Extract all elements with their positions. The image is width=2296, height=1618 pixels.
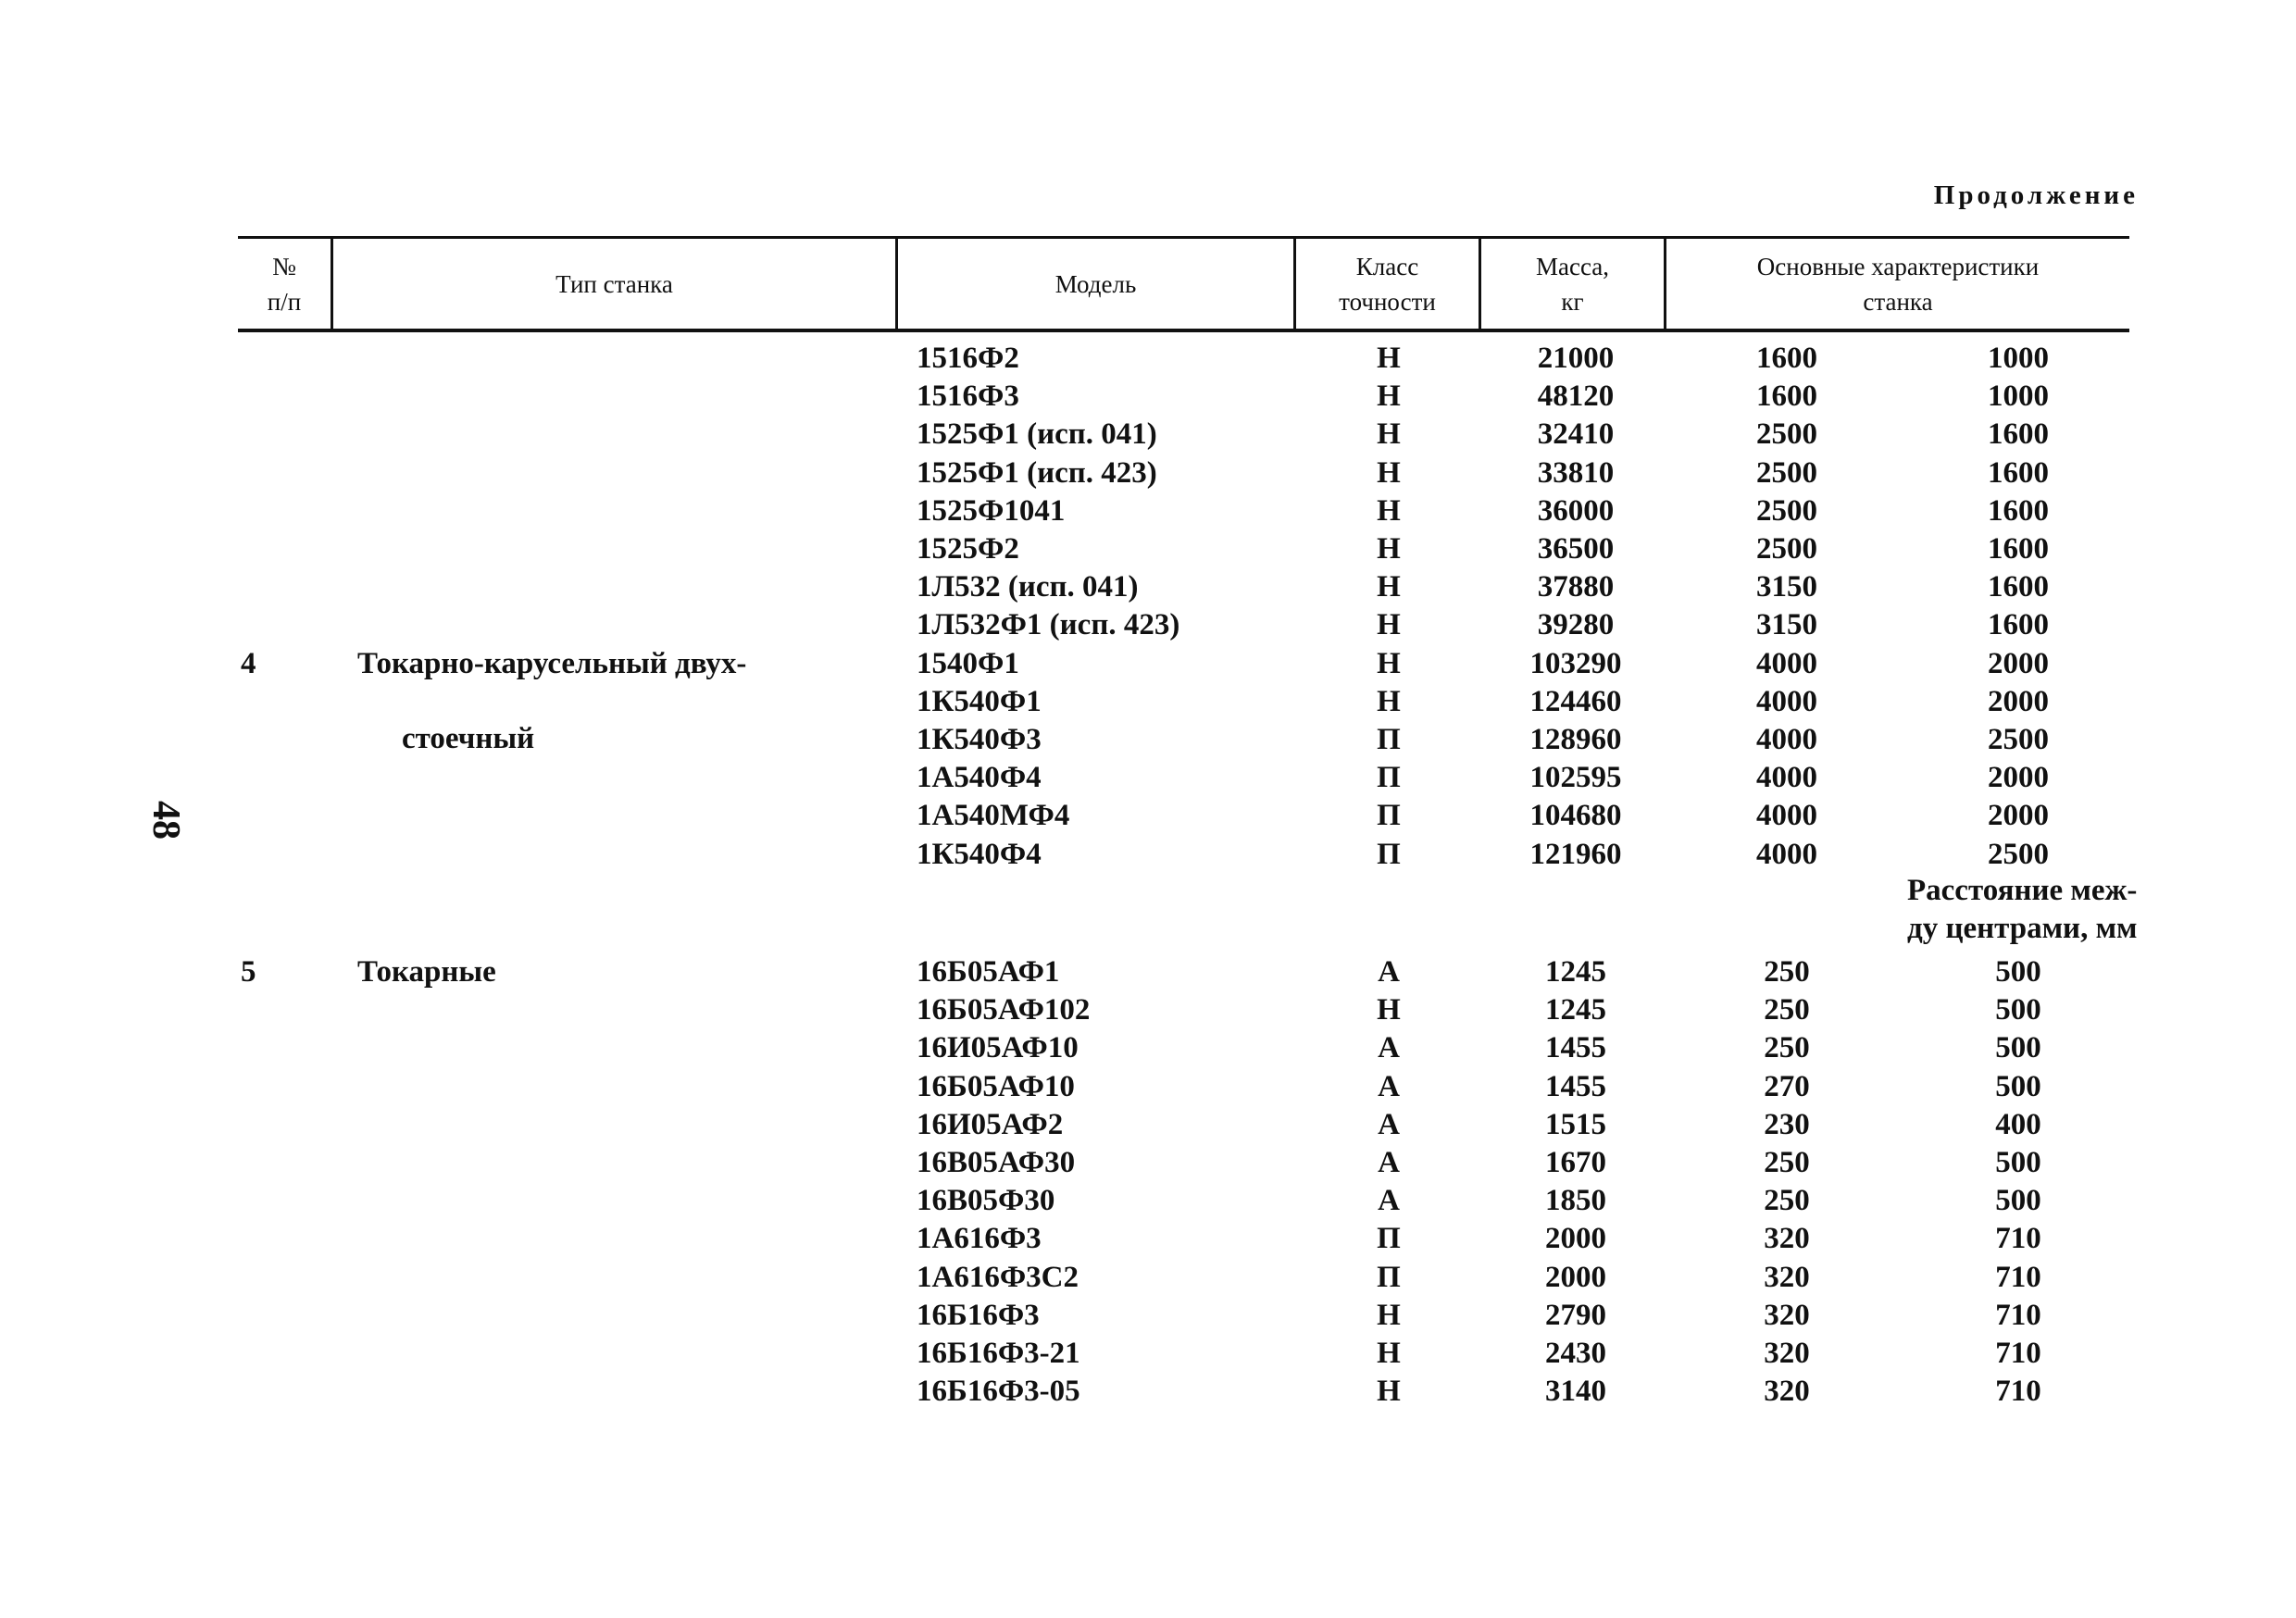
mass-cell: 102595 bbox=[1529, 761, 1622, 795]
characteristic-2-cell: 710 bbox=[1995, 1375, 2041, 1409]
model-cell: 1525Ф1 (исп. 041) bbox=[917, 417, 1157, 452]
precision-class-cell: Н bbox=[1377, 532, 1401, 566]
subheading-line1: Расстояние меж- bbox=[1907, 874, 2138, 907]
subheading-line2: ду центрами, мм bbox=[1907, 912, 2138, 945]
table-row bbox=[0, 1182, 2296, 1220]
row-number: 5 bbox=[241, 955, 256, 989]
model-cell: 16Б16Ф3-05 bbox=[917, 1375, 1080, 1409]
characteristic-1-cell: 320 bbox=[1764, 1375, 1810, 1409]
table-row bbox=[0, 645, 2296, 683]
mass-cell: 1515 bbox=[1545, 1107, 1606, 1141]
characteristic-1-cell: 4000 bbox=[1756, 684, 1817, 718]
mass-cell: 48120 bbox=[1537, 380, 1615, 414]
characteristic-1-cell: 2500 bbox=[1756, 532, 1817, 566]
header-characteristics-line1: Основные характеристики bbox=[1756, 253, 2040, 280]
model-cell: 1516Ф3 bbox=[917, 380, 1019, 414]
header-num bbox=[238, 238, 331, 330]
model-cell: 1А540МФ4 bbox=[917, 799, 1070, 833]
continued-label: Продолжение bbox=[1933, 180, 2139, 210]
header-model-label: Модель bbox=[1054, 270, 1137, 298]
table-row bbox=[0, 340, 2296, 378]
table-row bbox=[0, 991, 2296, 1029]
header-model bbox=[898, 238, 1293, 330]
row-number: 4 bbox=[241, 646, 256, 680]
table-row bbox=[0, 836, 2296, 874]
precision-class-cell: А bbox=[1378, 1031, 1400, 1065]
header-num-line1: № bbox=[272, 253, 296, 280]
model-cell: 1А540Ф4 bbox=[917, 761, 1042, 795]
characteristic-1-cell: 3150 bbox=[1756, 570, 1817, 604]
mass-cell: 1670 bbox=[1545, 1146, 1606, 1179]
characteristic-1-cell: 2500 bbox=[1756, 417, 1817, 452]
model-cell: 1525Ф1 (исп. 423) bbox=[917, 455, 1157, 490]
table-row bbox=[0, 568, 2296, 606]
table-row bbox=[0, 953, 2296, 991]
table-row bbox=[0, 1068, 2296, 1106]
precision-class-cell: Н bbox=[1377, 417, 1401, 452]
model-cell: 16Б05АФ1 bbox=[917, 955, 1060, 989]
characteristic-2-cell: 1600 bbox=[1988, 570, 2049, 604]
table-row bbox=[0, 1106, 2296, 1144]
table-row bbox=[0, 683, 2296, 721]
header-type-label: Тип станка bbox=[555, 270, 673, 298]
characteristic-2-cell: 2000 bbox=[1988, 799, 2049, 833]
characteristic-2-cell: 2000 bbox=[1988, 761, 2049, 795]
characteristic-2-cell: 2000 bbox=[1988, 646, 2049, 680]
characteristic-1-cell: 4000 bbox=[1756, 761, 1817, 795]
model-cell: 1К540Ф4 bbox=[917, 837, 1042, 871]
model-cell: 16В05Ф30 bbox=[917, 1184, 1055, 1218]
mass-cell: 21000 bbox=[1537, 342, 1615, 375]
table-row bbox=[0, 1297, 2296, 1335]
table-row bbox=[0, 1373, 2296, 1411]
column-subheading bbox=[1907, 872, 2148, 948]
precision-class-cell: Н bbox=[1377, 1298, 1401, 1332]
characteristic-2-cell: 1600 bbox=[1988, 455, 2049, 490]
header-characteristics bbox=[1666, 238, 2129, 330]
precision-class-cell: П bbox=[1377, 799, 1401, 833]
table-row bbox=[0, 759, 2296, 797]
characteristic-2-cell: 1600 bbox=[1988, 608, 2049, 642]
table-row bbox=[0, 1144, 2296, 1182]
characteristic-2-cell: 2500 bbox=[1988, 837, 2049, 871]
characteristic-2-cell: 1600 bbox=[1988, 532, 2049, 566]
characteristic-2-cell: 710 bbox=[1995, 1260, 2041, 1294]
characteristic-1-cell: 320 bbox=[1764, 1222, 1810, 1256]
mass-cell: 1455 bbox=[1545, 1031, 1606, 1065]
type-continuation: стоечный bbox=[402, 722, 535, 755]
characteristic-1-cell: 320 bbox=[1764, 1337, 1810, 1370]
model-cell: 16И05АФ2 bbox=[917, 1107, 1064, 1141]
table-row bbox=[0, 721, 2296, 759]
characteristic-1-cell: 4000 bbox=[1756, 723, 1817, 756]
mass-cell: 103290 bbox=[1529, 646, 1622, 680]
header-class-line2: точности bbox=[1339, 288, 1436, 316]
precision-class-cell: П bbox=[1377, 1222, 1401, 1256]
table-row bbox=[0, 416, 2296, 454]
characteristic-2-cell: 1600 bbox=[1988, 417, 2049, 452]
header-mass bbox=[1481, 238, 1664, 330]
characteristic-2-cell: 710 bbox=[1995, 1337, 2041, 1370]
header-characteristics-line2: станка bbox=[1863, 288, 1933, 316]
mass-cell: 2000 bbox=[1545, 1260, 1606, 1294]
characteristic-1-cell: 320 bbox=[1764, 1260, 1810, 1294]
mass-cell: 121960 bbox=[1529, 837, 1622, 871]
mass-cell: 2790 bbox=[1545, 1298, 1606, 1332]
model-cell: 1К540Ф1 bbox=[917, 684, 1042, 718]
characteristic-1-cell: 2500 bbox=[1756, 493, 1817, 528]
characteristic-1-cell: 320 bbox=[1764, 1298, 1810, 1332]
header-class-line1: Класс bbox=[1355, 253, 1419, 280]
mass-cell: 36500 bbox=[1537, 532, 1615, 566]
table-row bbox=[0, 530, 2296, 568]
model-cell: 16И05АФ10 bbox=[917, 1031, 1079, 1065]
mass-cell: 1245 bbox=[1545, 993, 1606, 1027]
characteristic-2-cell: 1000 bbox=[1988, 380, 2049, 414]
characteristic-1-cell: 250 bbox=[1764, 1031, 1810, 1065]
model-cell: 1540Ф1 bbox=[917, 646, 1019, 680]
mass-cell: 39280 bbox=[1537, 608, 1615, 642]
page-number: 48 bbox=[144, 801, 187, 840]
precision-class-cell: Н bbox=[1377, 1337, 1401, 1370]
characteristic-1-cell: 1600 bbox=[1756, 380, 1817, 414]
characteristic-1-cell: 230 bbox=[1764, 1107, 1810, 1141]
precision-class-cell: Н bbox=[1377, 1375, 1401, 1409]
mass-cell: 2000 bbox=[1545, 1222, 1606, 1256]
characteristic-2-cell: 500 bbox=[1995, 1031, 2041, 1065]
model-cell: 16В05АФ30 bbox=[917, 1146, 1076, 1179]
table-row bbox=[0, 492, 2296, 530]
model-cell: 1Л532Ф1 (исп. 423) bbox=[917, 608, 1180, 642]
characteristic-2-cell: 710 bbox=[1995, 1222, 2041, 1256]
precision-class-cell: Н bbox=[1377, 455, 1401, 490]
table-row bbox=[0, 1029, 2296, 1067]
characteristic-2-cell: 500 bbox=[1995, 1069, 2041, 1103]
model-cell: 1А616Ф3 bbox=[917, 1222, 1042, 1256]
characteristic-1-cell: 1600 bbox=[1756, 342, 1817, 375]
characteristic-2-cell: 710 bbox=[1995, 1298, 2041, 1332]
characteristic-2-cell: 2000 bbox=[1988, 684, 2049, 718]
table-row bbox=[0, 1220, 2296, 1258]
characteristic-1-cell: 3150 bbox=[1756, 608, 1817, 642]
model-cell: 16Б05АФ10 bbox=[917, 1069, 1075, 1103]
mass-cell: 3140 bbox=[1545, 1375, 1606, 1409]
characteristic-2-cell: 2500 bbox=[1988, 723, 2049, 756]
model-cell: 1К540Ф3 bbox=[917, 723, 1042, 756]
mass-cell: 128960 bbox=[1529, 723, 1622, 756]
characteristic-2-cell: 500 bbox=[1995, 993, 2041, 1027]
model-cell: 1Л532 (исп. 041) bbox=[917, 570, 1139, 604]
model-cell: 1525Ф2 bbox=[917, 532, 1019, 566]
precision-class-cell: Н bbox=[1377, 570, 1401, 604]
characteristic-1-cell: 4000 bbox=[1756, 799, 1817, 833]
precision-class-cell: Н bbox=[1377, 342, 1401, 375]
precision-class-cell: А bbox=[1378, 1184, 1400, 1218]
precision-class-cell: Н bbox=[1377, 493, 1401, 528]
precision-class-cell: П bbox=[1377, 837, 1401, 871]
header-mass-line1: Масса, bbox=[1535, 253, 1610, 280]
mass-cell: 104680 bbox=[1529, 799, 1622, 833]
mass-cell: 1850 bbox=[1545, 1184, 1606, 1218]
characteristic-2-cell: 1000 bbox=[1988, 342, 2049, 375]
precision-class-cell: Н bbox=[1377, 993, 1401, 1027]
mass-cell: 37880 bbox=[1537, 570, 1615, 604]
model-cell: 1А616Ф3С2 bbox=[917, 1260, 1079, 1294]
machine-type: Токарно-карусельный двух- bbox=[357, 646, 747, 680]
header-num-line2: п/п bbox=[267, 288, 302, 316]
precision-class-cell: Н bbox=[1377, 380, 1401, 414]
model-cell: 16Б16Ф3 bbox=[917, 1298, 1040, 1332]
characteristic-1-cell: 2500 bbox=[1756, 455, 1817, 490]
characteristic-1-cell: 4000 bbox=[1756, 837, 1817, 871]
mass-cell: 36000 bbox=[1537, 493, 1615, 528]
model-cell: 16Б05АФ102 bbox=[917, 993, 1091, 1027]
characteristic-1-cell: 250 bbox=[1764, 993, 1810, 1027]
precision-class-cell: А bbox=[1378, 1069, 1400, 1103]
precision-class-cell: Н bbox=[1377, 608, 1401, 642]
precision-class-cell: П bbox=[1377, 761, 1401, 795]
machine-type: Токарные bbox=[357, 955, 496, 989]
precision-class-cell: Н bbox=[1377, 646, 1401, 680]
header-class bbox=[1296, 238, 1479, 330]
table-row bbox=[0, 454, 2296, 492]
mass-cell: 2430 bbox=[1545, 1337, 1606, 1370]
characteristic-2-cell: 400 bbox=[1995, 1107, 2041, 1141]
precision-class-cell: П bbox=[1377, 1260, 1401, 1294]
table-row bbox=[0, 378, 2296, 416]
precision-class-cell: Н bbox=[1377, 684, 1401, 718]
characteristic-1-cell: 250 bbox=[1764, 1146, 1810, 1179]
characteristic-1-cell: 250 bbox=[1764, 955, 1810, 989]
mass-cell: 1455 bbox=[1545, 1069, 1606, 1103]
mass-cell: 32410 bbox=[1537, 417, 1615, 452]
precision-class-cell: А bbox=[1378, 955, 1400, 989]
characteristic-1-cell: 250 bbox=[1764, 1184, 1810, 1218]
characteristic-1-cell: 4000 bbox=[1756, 646, 1817, 680]
table-row bbox=[0, 606, 2296, 644]
mass-cell: 1245 bbox=[1545, 955, 1606, 989]
characteristic-2-cell: 500 bbox=[1995, 1146, 2041, 1179]
precision-class-cell: А bbox=[1378, 1107, 1400, 1141]
model-cell: 16Б16Ф3-21 bbox=[917, 1337, 1080, 1370]
table-row bbox=[0, 1259, 2296, 1297]
mass-cell: 124460 bbox=[1529, 684, 1622, 718]
header-mass-line2: кг bbox=[1561, 288, 1584, 316]
table-row bbox=[0, 1335, 2296, 1373]
table-row bbox=[0, 797, 2296, 835]
header-type bbox=[333, 238, 895, 330]
characteristic-2-cell: 500 bbox=[1995, 955, 2041, 989]
model-cell: 1525Ф1041 bbox=[917, 493, 1066, 528]
mass-cell: 33810 bbox=[1537, 455, 1615, 490]
characteristic-2-cell: 500 bbox=[1995, 1184, 2041, 1218]
characteristic-1-cell: 270 bbox=[1764, 1069, 1810, 1103]
precision-class-cell: А bbox=[1378, 1146, 1400, 1179]
precision-class-cell: П bbox=[1377, 723, 1401, 756]
characteristic-2-cell: 1600 bbox=[1988, 493, 2049, 528]
model-cell: 1516Ф2 bbox=[917, 342, 1019, 375]
